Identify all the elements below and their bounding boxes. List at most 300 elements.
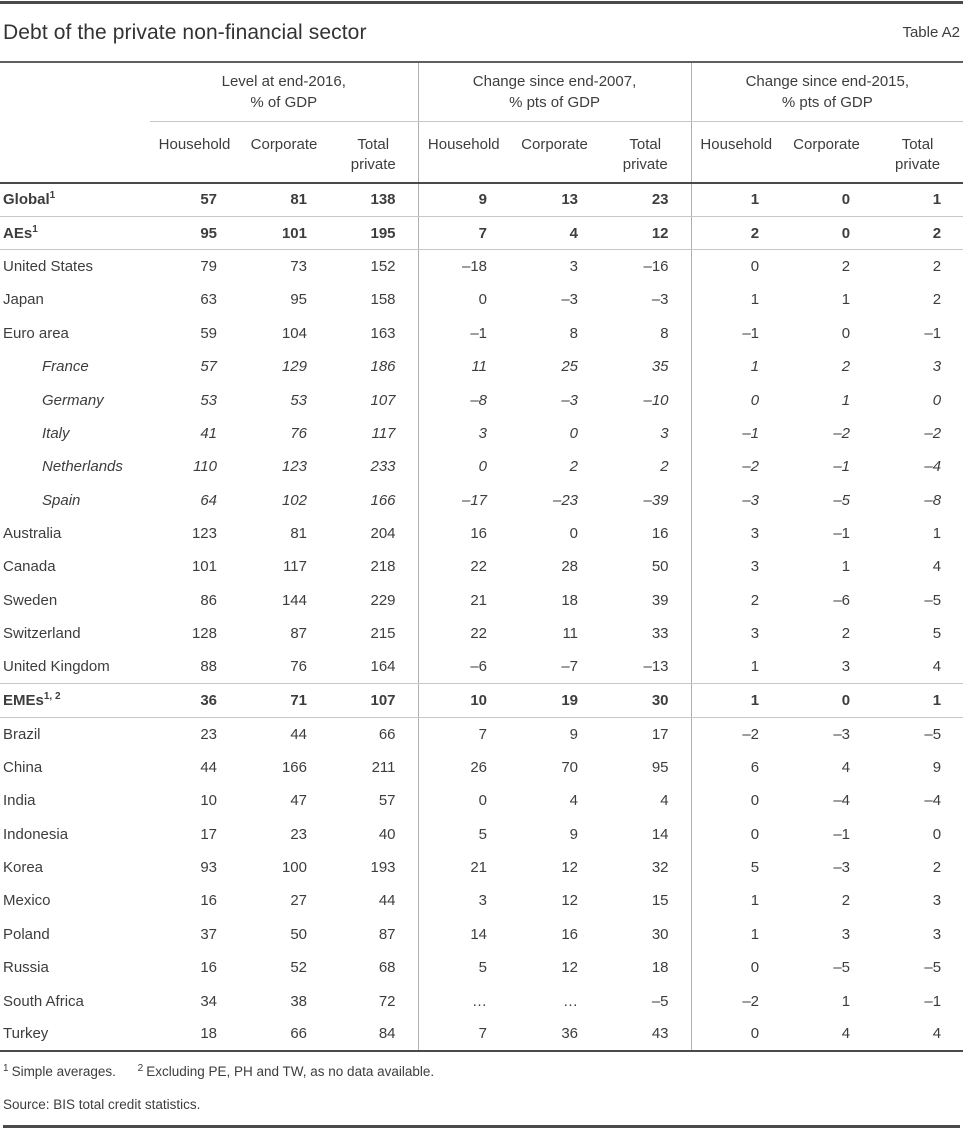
value-cell: –2 — [691, 717, 781, 750]
value-cell: 107 — [370, 391, 396, 409]
title-bar — [0, 4, 963, 63]
value-cell: 40 — [378, 825, 396, 843]
value-cell: 3 — [841, 925, 851, 943]
row-label: Spain — [42, 491, 81, 509]
value-cell: 5 — [418, 951, 509, 984]
value-cell: 1 — [691, 283, 781, 316]
col-header-total-private — [600, 121, 691, 183]
value-cell: –5 — [924, 591, 942, 609]
value-cell: 5 — [691, 851, 781, 884]
value-cell: –1 — [833, 525, 851, 543]
value-cell: –13 — [600, 650, 691, 683]
value-cell: 8 — [660, 324, 669, 342]
value-cell: 2 — [841, 358, 851, 376]
value-cell: 1 — [691, 684, 781, 717]
value-cell: 163 — [370, 324, 396, 342]
col-header-text: Total private — [622, 135, 668, 173]
value-cell: 9 — [569, 825, 579, 843]
value-cell: –1 — [833, 825, 851, 843]
value-cell: 76 — [239, 650, 329, 683]
value-cell: 86 — [200, 591, 217, 609]
value-cell: 1 — [841, 558, 851, 576]
value-cell: 0 — [781, 684, 872, 717]
table-row-indonesia — [0, 817, 963, 850]
value-cell: 101 — [191, 558, 217, 576]
value-cell: 3 — [691, 617, 781, 650]
value-cell: 123 — [281, 458, 307, 476]
value-cell: –3 — [651, 291, 669, 309]
row-label: Japan — [3, 291, 44, 309]
value-cell: 4 — [932, 558, 942, 576]
row-label: Sweden — [3, 591, 58, 609]
value-cell: 64 — [200, 491, 217, 509]
value-cell: 9 — [569, 725, 579, 743]
value-cell: 166 — [281, 758, 307, 776]
group-header-line: % pts of GDP — [509, 93, 600, 111]
value-cell: 8 — [569, 324, 579, 342]
row-label: AEs$^1$ — [0, 216, 150, 249]
value-cell: 2 — [691, 584, 781, 617]
value-cell: 12 — [561, 892, 579, 910]
value-cell: 4 — [872, 650, 963, 683]
value-cell: 30 — [651, 925, 669, 943]
value-cell: 0 — [691, 250, 781, 283]
value-cell: –4 — [924, 792, 942, 810]
value-cell: 57 — [150, 183, 239, 216]
value-cell: 144 — [281, 591, 307, 609]
value-cell: 195 — [329, 216, 418, 249]
sub-header-row — [0, 121, 963, 183]
value-cell: 16 — [200, 959, 217, 977]
table-row-mexico — [0, 884, 963, 917]
value-cell: 3 — [691, 517, 781, 550]
value-cell: –1 — [691, 317, 781, 350]
value-cell: 1 — [872, 684, 963, 717]
table-row-australia — [0, 517, 963, 550]
value-cell: 72 — [378, 992, 396, 1010]
row-label: Switzerland — [3, 625, 81, 643]
value-cell: –1 — [691, 417, 781, 450]
value-cell: 102 — [281, 491, 307, 509]
value-cell: 2 — [932, 258, 942, 276]
value-cell: 17 — [651, 725, 669, 743]
value-cell: –8 — [418, 383, 509, 416]
table-row-japan — [0, 283, 963, 316]
value-cell: 39 — [651, 591, 669, 609]
value-cell: 37 — [200, 925, 217, 943]
table-row-poland — [0, 918, 963, 951]
group-header-line: Level at end-2016, — [221, 72, 346, 90]
value-cell: 35 — [651, 358, 669, 376]
value-cell: 166 — [370, 491, 396, 509]
value-cell: 59 — [200, 324, 217, 342]
row-label: Turkey — [3, 1025, 49, 1043]
value-cell: 3 — [569, 258, 579, 276]
value-cell: –4 — [833, 792, 851, 810]
value-cell: 18 — [561, 591, 579, 609]
value-cell: 95 — [651, 758, 669, 776]
value-cell: –3 — [833, 859, 851, 876]
value-cell: 3 — [660, 424, 669, 442]
group-header-change-end-2007 — [418, 63, 691, 121]
col-header-corporate: Corporate — [781, 121, 872, 183]
group-header-level-end-2016 — [150, 63, 418, 121]
value-cell: 16 — [200, 892, 217, 910]
col-header-household: Household — [691, 121, 781, 183]
value-cell: 215 — [370, 625, 396, 643]
value-cell: 63 — [200, 291, 217, 309]
table-row-emes — [0, 684, 963, 717]
value-cell: –6 — [418, 650, 509, 683]
row-label: Russia — [3, 959, 49, 977]
value-cell: 33 — [651, 625, 669, 643]
value-cell: 18 — [651, 959, 669, 977]
value-cell: 1 — [691, 918, 781, 951]
row-label-footnote-marker: 1, 2 — [43, 691, 61, 703]
value-cell: 0 — [841, 324, 851, 342]
value-cell: 138 — [329, 183, 418, 216]
value-cell: –3 — [691, 484, 781, 517]
value-cell: –17 — [418, 484, 509, 517]
footnote-1 — [3, 1064, 116, 1079]
value-cell: –3 — [561, 391, 579, 409]
group-header-row — [0, 63, 963, 121]
value-cell: 11 — [562, 625, 579, 643]
table-row-united-states — [0, 250, 963, 283]
value-cell: 104 — [281, 324, 307, 342]
value-cell: –7 — [509, 650, 600, 683]
value-cell: 107 — [329, 684, 418, 717]
value-cell: 4 — [660, 792, 669, 810]
col-header-total-private — [872, 121, 963, 183]
value-cell: –2 — [691, 450, 781, 483]
value-cell: 3 — [932, 358, 942, 376]
table-row-italy — [0, 417, 963, 450]
value-cell: 16 — [651, 525, 669, 543]
row-label: United Kingdom — [0, 650, 150, 683]
value-cell: –39 — [643, 491, 669, 509]
table-body — [0, 183, 963, 1051]
value-cell: 2 — [841, 625, 851, 643]
value-cell: 2 — [691, 216, 781, 249]
value-cell: 36 — [150, 684, 239, 717]
value-cell: 9 — [932, 758, 942, 776]
row-label: Indonesia — [3, 825, 69, 843]
value-cell: 27 — [290, 892, 307, 910]
value-cell: 10 — [200, 792, 217, 810]
table-row-united-kingdom — [0, 650, 963, 683]
row-label: Australia — [3, 525, 62, 543]
col-header-text: Total private — [350, 135, 396, 173]
table-header — [0, 63, 963, 183]
value-cell: –5 — [833, 491, 851, 509]
value-cell: 68 — [378, 959, 396, 977]
col-header-text: Total private — [895, 135, 941, 173]
row-label: Poland — [3, 925, 50, 943]
row-label: China — [3, 758, 43, 776]
table-row-global — [0, 183, 963, 216]
value-cell: 110 — [193, 458, 217, 476]
value-cell: 16 — [418, 517, 509, 550]
value-cell: 81 — [239, 183, 329, 216]
value-cell: 0 — [691, 951, 781, 984]
value-cell: 14 — [418, 918, 509, 951]
value-cell: 1 — [691, 350, 781, 383]
value-cell: 93 — [200, 859, 217, 876]
row-label: EMEs$^{1, 2}$ — [0, 684, 150, 717]
value-cell: 47 — [290, 792, 307, 810]
value-cell: –1 — [833, 458, 851, 476]
value-cell: 7 — [418, 717, 509, 750]
value-cell: 34 — [200, 992, 217, 1010]
row-label: Italy — [42, 424, 70, 442]
value-cell: 7 — [418, 1018, 509, 1051]
row-label: Netherlands — [42, 458, 123, 476]
value-cell: 1 — [932, 525, 942, 543]
value-cell: 3 — [691, 550, 781, 583]
value-cell: 164 — [329, 650, 418, 683]
value-cell: 6 — [691, 751, 781, 784]
value-cell: 50 — [651, 558, 669, 576]
footnote-1-marker: 1 — [3, 1062, 9, 1074]
col-header-household: Household — [150, 121, 239, 183]
value-cell: 0 — [418, 450, 509, 483]
value-cell: 5 — [932, 625, 942, 643]
value-cell: –2 — [924, 424, 942, 442]
value-cell: 1 — [691, 183, 781, 216]
value-cell: –1 — [924, 324, 942, 342]
value-cell: 0 — [418, 283, 509, 316]
value-cell: 21 — [418, 851, 509, 884]
value-cell: 81 — [290, 525, 307, 543]
table-number-label: Table A2 — [902, 24, 960, 41]
value-cell: –5 — [924, 725, 942, 743]
value-cell: 5 — [418, 817, 509, 850]
value-cell: 193 — [370, 859, 396, 876]
value-cell: 0 — [781, 183, 872, 216]
value-cell: –1 — [418, 317, 509, 350]
value-cell: 70 — [561, 758, 579, 776]
footnotes — [3, 1064, 960, 1080]
value-cell: 0 — [569, 525, 579, 543]
value-cell: 13 — [509, 183, 600, 216]
source-line: Source: BIS total credit statistics. — [3, 1097, 201, 1113]
value-cell: 2 — [841, 892, 851, 910]
value-cell: … — [563, 992, 579, 1010]
table-row-germany — [0, 383, 963, 416]
value-cell: 4 — [841, 758, 851, 776]
value-cell: 87 — [378, 925, 396, 943]
col-header-household: Household — [418, 121, 509, 183]
value-cell: –6 — [833, 591, 851, 609]
bottom-rule — [3, 1125, 960, 1128]
row-label: Germany — [42, 391, 104, 409]
value-cell: –4 — [924, 458, 942, 476]
table-row-china — [0, 751, 963, 784]
value-cell: 0 — [781, 216, 872, 249]
value-cell: 2 — [569, 458, 579, 476]
group-header-line: % of GDP — [250, 93, 318, 111]
value-cell: 7 — [418, 216, 509, 249]
value-cell: 66 — [290, 1025, 307, 1043]
value-cell: 88 — [150, 650, 239, 683]
value-cell: –8 — [924, 491, 942, 509]
row-label: Canada — [3, 558, 56, 576]
value-cell: 95 — [150, 216, 239, 249]
row-label: South Africa — [3, 992, 84, 1010]
value-cell: 30 — [600, 684, 691, 717]
value-cell: 71 — [239, 684, 329, 717]
footnote-1-text: Simple averages. — [11, 1064, 116, 1080]
value-cell: 4 — [932, 1025, 942, 1043]
value-cell: –10 — [643, 391, 669, 409]
value-cell: 19 — [509, 684, 600, 717]
value-cell: 21 — [418, 584, 509, 617]
value-cell: 1 — [841, 391, 851, 409]
table-row-sweden — [0, 584, 963, 617]
value-cell: 0 — [932, 825, 942, 843]
value-cell: 53 — [290, 391, 307, 409]
value-cell: 101 — [239, 216, 329, 249]
group-header-line: % pts of GDP — [781, 93, 873, 111]
value-cell: –2 — [691, 984, 781, 1017]
value-cell: –5 — [924, 959, 942, 977]
value-cell: 229 — [370, 591, 396, 609]
value-cell: –18 — [418, 250, 509, 283]
col-header-corporate: Corporate — [239, 121, 329, 183]
value-cell: 44 — [290, 725, 307, 743]
footnote-2 — [138, 1064, 434, 1079]
value-cell: 52 — [290, 959, 307, 977]
value-cell: 2 — [872, 216, 963, 249]
value-cell: –5 — [833, 959, 851, 977]
value-cell: 1 — [691, 650, 781, 683]
row-label: Brazil — [3, 725, 41, 743]
value-cell: 123 — [191, 525, 217, 543]
value-cell: –2 — [833, 424, 851, 442]
value-cell: 36 — [561, 1025, 579, 1043]
value-cell: 100 — [281, 859, 307, 876]
row-label: Euro area — [3, 324, 69, 342]
value-cell: 12 — [561, 859, 579, 876]
value-cell: –3 — [561, 291, 579, 309]
group-header-change-end-2015 — [691, 63, 963, 121]
value-cell: 1 — [841, 992, 851, 1010]
value-cell: 43 — [651, 1025, 669, 1043]
value-cell: 50 — [290, 925, 307, 943]
value-cell: 218 — [370, 558, 396, 576]
table-row-india — [0, 784, 963, 817]
value-cell: 26 — [418, 751, 509, 784]
value-cell: 23 — [290, 825, 307, 843]
value-cell: 14 — [651, 825, 669, 843]
value-cell: –5 — [651, 992, 669, 1010]
row-label: Mexico — [3, 892, 51, 910]
value-cell: 11 — [418, 350, 509, 383]
value-cell: 4 — [841, 1025, 851, 1043]
value-cell: –3 — [833, 725, 851, 743]
value-cell: 57 — [200, 358, 217, 376]
value-cell: 0 — [569, 424, 579, 442]
value-cell: 32 — [651, 859, 669, 876]
row-label-footnote-marker: 1 — [32, 223, 38, 235]
value-cell: 128 — [191, 625, 217, 643]
table-row-korea — [0, 851, 963, 884]
table-row-brazil — [0, 717, 963, 750]
value-cell: 3 — [932, 892, 942, 910]
value-cell: 152 — [370, 258, 396, 276]
value-cell: 79 — [200, 258, 217, 276]
value-cell: 0 — [932, 391, 942, 409]
value-cell: 44 — [378, 892, 396, 910]
col-header-total-private — [329, 121, 418, 183]
value-cell: 25 — [561, 358, 579, 376]
row-label: United States — [3, 258, 94, 276]
value-cell: 15 — [651, 892, 669, 910]
value-cell: 3 — [418, 884, 509, 917]
value-cell: 158 — [370, 291, 396, 309]
row-label-footnote-marker: 1 — [49, 190, 56, 202]
value-cell: 95 — [290, 291, 307, 309]
table-row-turkey — [0, 1018, 963, 1051]
value-cell: 17 — [200, 825, 217, 843]
value-cell: 28 — [561, 558, 579, 576]
value-cell: 129 — [281, 358, 307, 376]
value-cell: 9 — [418, 183, 509, 216]
value-cell: 204 — [370, 525, 396, 543]
value-cell: 73 — [290, 258, 307, 276]
value-cell: 4 — [569, 792, 579, 810]
value-cell: 87 — [290, 625, 307, 643]
table-row-switzerland — [0, 617, 963, 650]
footnote-2-marker: 2 — [137, 1062, 144, 1074]
value-cell: 41 — [200, 424, 217, 442]
footnote-2-text: Excluding PE, PH and TW, as no data available. — [146, 1064, 435, 1080]
value-cell: 3 — [418, 417, 509, 450]
table-row-netherlands — [0, 450, 963, 483]
value-cell: 38 — [290, 992, 307, 1010]
value-cell: 57 — [378, 792, 396, 810]
value-cell: 10 — [418, 684, 509, 717]
footnote-block — [0, 1052, 963, 1128]
value-cell: 0 — [418, 784, 509, 817]
value-cell: 186 — [370, 358, 396, 376]
value-cell: –23 — [552, 491, 579, 509]
value-cell: … — [418, 984, 509, 1017]
value-cell: 16 — [561, 925, 579, 943]
value-cell: 22 — [418, 550, 509, 583]
table-row-russia — [0, 951, 963, 984]
col-header-corporate: Corporate — [509, 121, 600, 183]
table-row-euro-area — [0, 317, 963, 350]
row-label: Korea — [3, 859, 44, 876]
value-cell: 1 — [691, 884, 781, 917]
value-cell: 12 — [600, 216, 691, 249]
value-cell: 117 — [371, 424, 396, 442]
value-cell: 4 — [509, 216, 600, 249]
value-cell: 0 — [691, 784, 781, 817]
row-label: France — [42, 358, 89, 376]
value-cell: 211 — [371, 758, 396, 776]
value-cell: 1 — [872, 183, 963, 216]
value-cell: 18 — [200, 1025, 217, 1043]
row-label: Global$^1$ — [0, 183, 150, 216]
empty-corner-cell — [0, 63, 150, 121]
value-cell: –16 — [643, 258, 669, 276]
value-cell: 22 — [418, 617, 509, 650]
value-cell: 2 — [932, 291, 942, 309]
row-label: India — [3, 792, 36, 810]
